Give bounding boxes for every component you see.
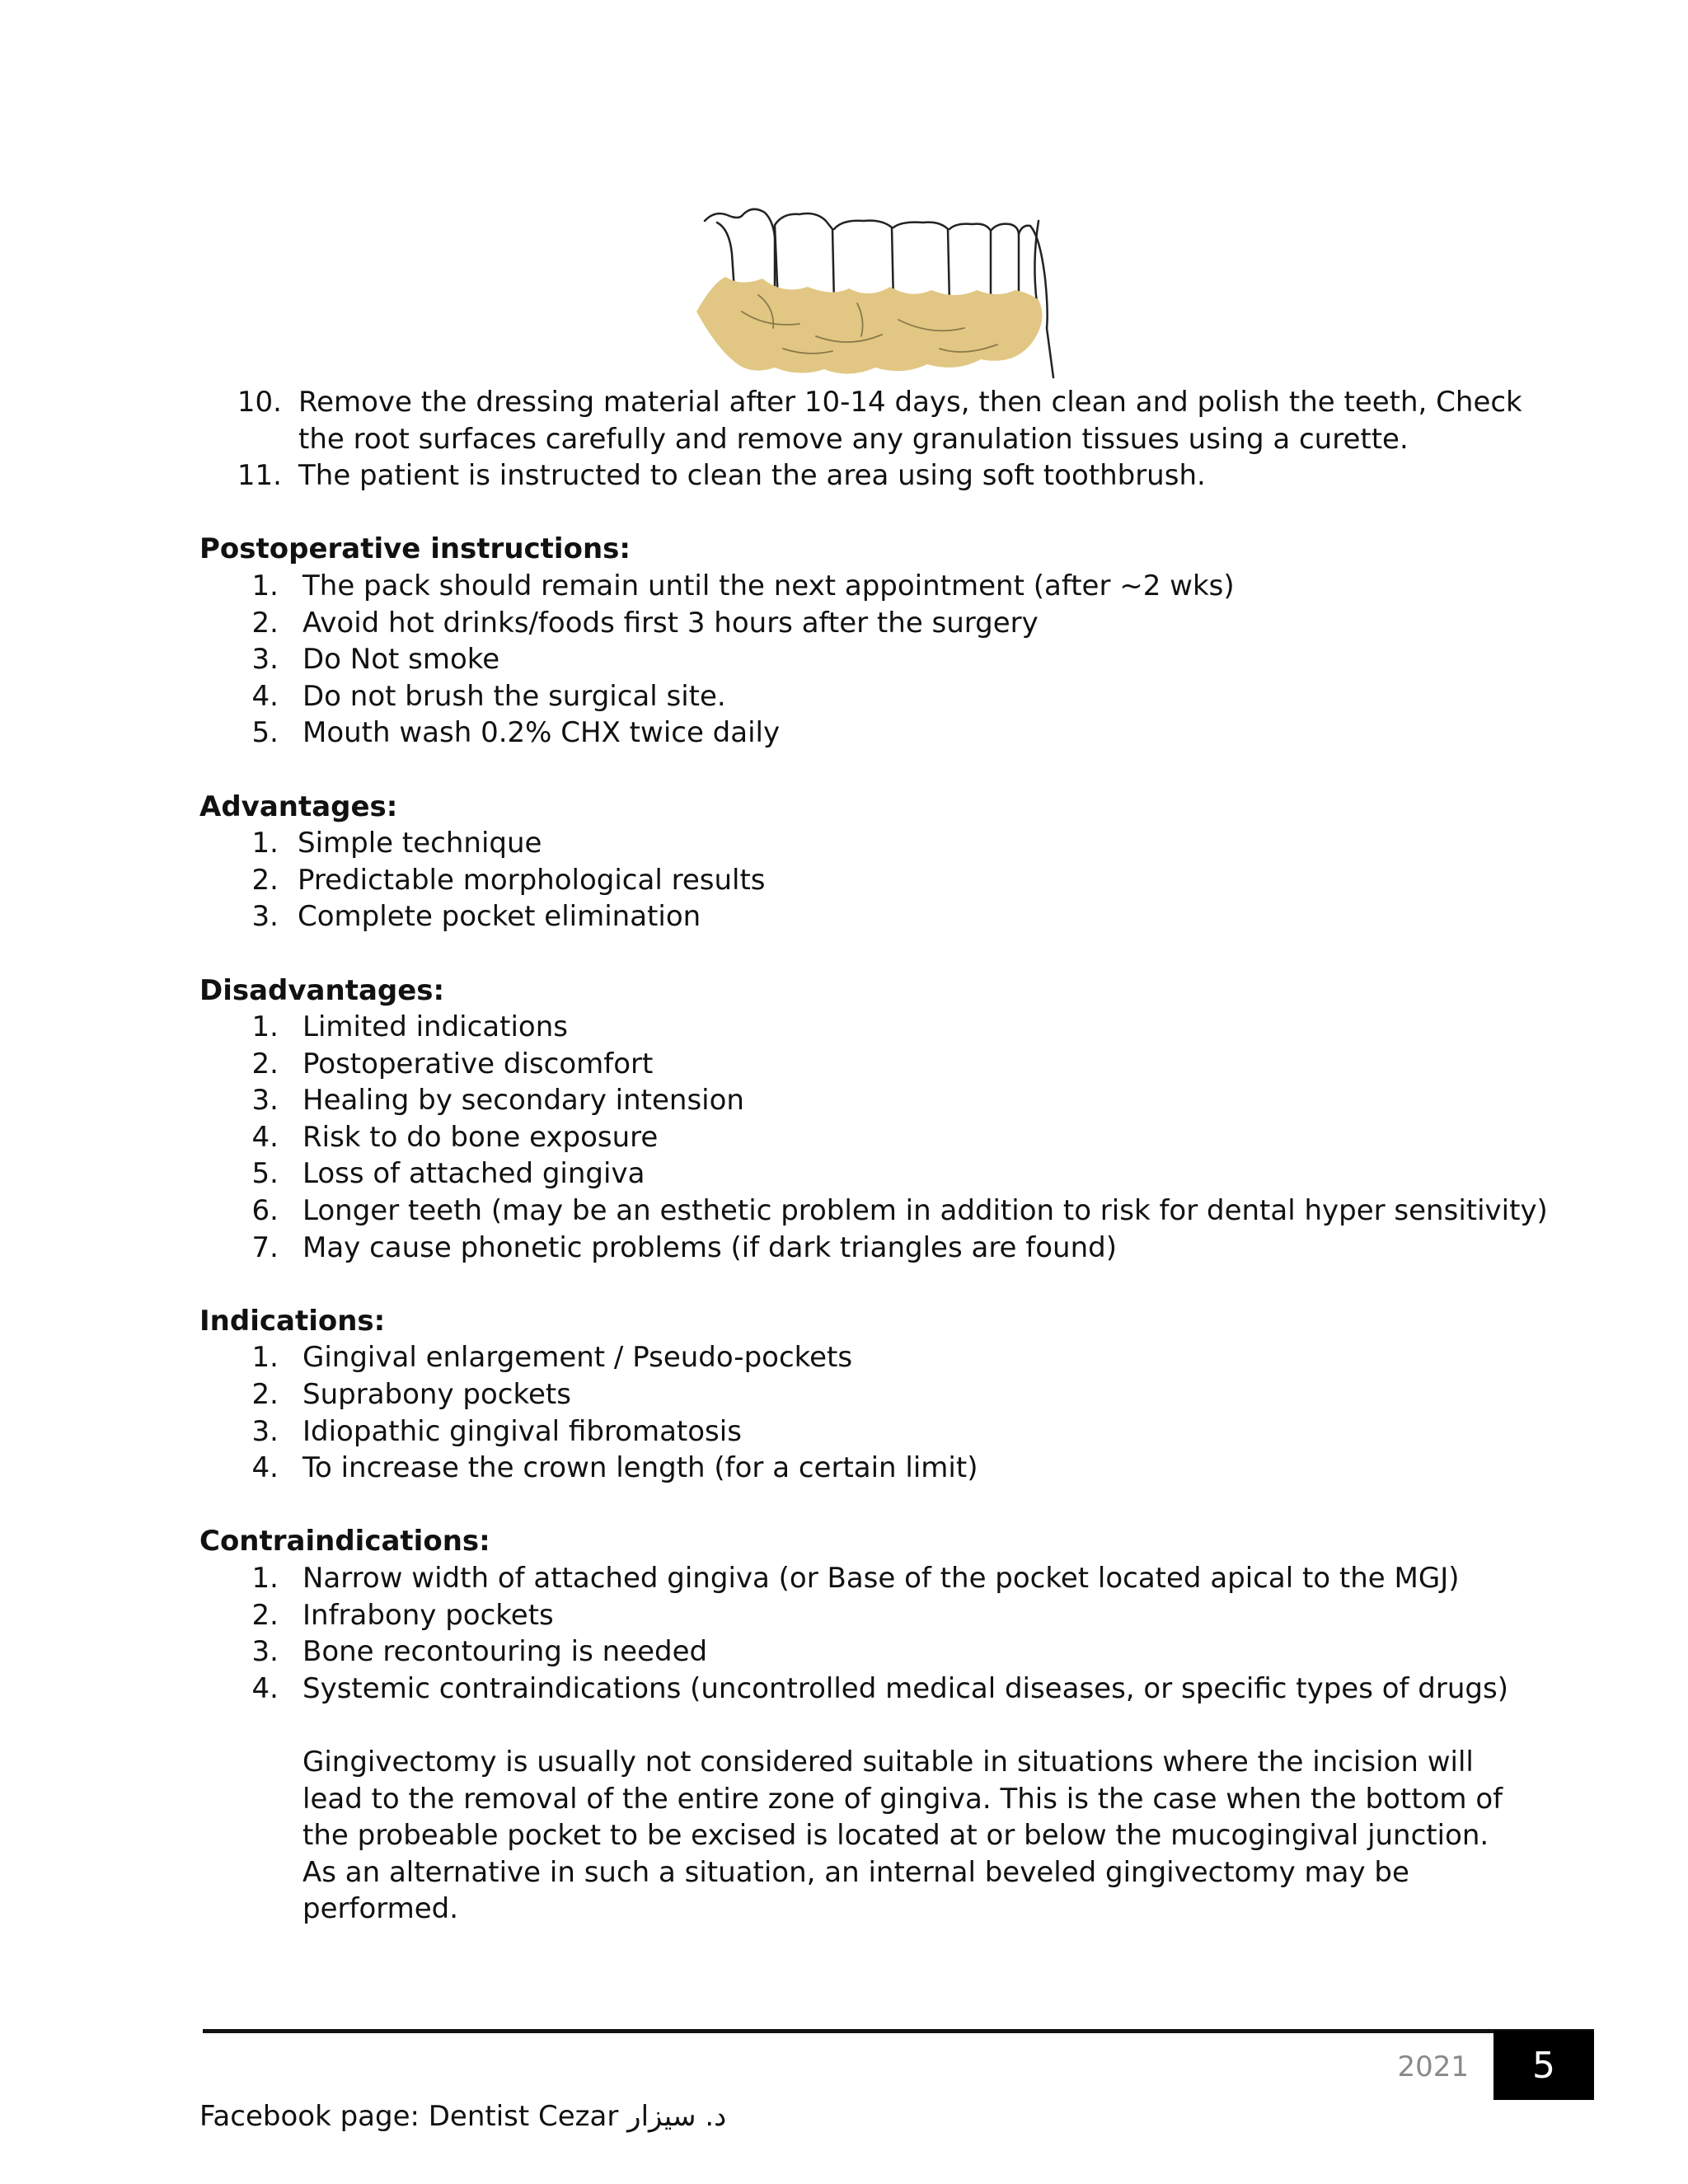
list-number: 1. bbox=[251, 1341, 279, 1375]
teeth-periodontal-pack-illustration bbox=[692, 204, 1096, 386]
list-item bbox=[199, 1450, 1551, 1487]
procedure-steps bbox=[199, 384, 1551, 494]
list-item bbox=[199, 862, 1551, 899]
list-item bbox=[199, 1376, 1551, 1413]
list-item bbox=[199, 1633, 1551, 1671]
list-text: Do not brush the surgical site. bbox=[302, 679, 726, 713]
page-number-badge bbox=[1493, 2031, 1594, 2100]
list-text: Systemic contraindications (uncontrolled medical diseases, or specific types of drugs) bbox=[302, 1671, 1508, 1705]
list-text: Predictable morphological results bbox=[298, 863, 766, 897]
list-number: 4. bbox=[251, 1671, 279, 1705]
list-text: Mouth wash 0.2% CHX twice daily bbox=[302, 716, 781, 750]
list-number: 1. bbox=[251, 569, 279, 602]
list-number: 3. bbox=[251, 643, 279, 677]
list-number: 1. bbox=[251, 827, 279, 860]
list-item bbox=[199, 1339, 1551, 1376]
list-number: 5. bbox=[251, 1157, 279, 1191]
list-item bbox=[199, 605, 1551, 642]
advantages-list bbox=[199, 825, 1551, 935]
list-text: Suprabony pockets bbox=[302, 1378, 571, 1412]
list-text: Healing by secondary intension bbox=[302, 1084, 744, 1118]
list-text: Do Not smoke bbox=[302, 643, 500, 677]
list-item bbox=[199, 1155, 1551, 1193]
list-number: 2. bbox=[251, 1598, 279, 1632]
list-item bbox=[199, 1193, 1551, 1230]
list-item bbox=[199, 715, 1551, 752]
list-text: Limited indications bbox=[302, 1010, 568, 1044]
list-number: 1. bbox=[251, 1562, 279, 1595]
list-item bbox=[199, 1671, 1551, 1708]
list-item bbox=[199, 568, 1551, 605]
list-item bbox=[199, 1082, 1551, 1119]
list-item bbox=[199, 1230, 1551, 1267]
list-item bbox=[199, 1119, 1551, 1156]
list-text: Gingival enlargement / Pseudo-pockets bbox=[302, 1341, 853, 1375]
list-number: 1. bbox=[251, 1010, 279, 1044]
document-body bbox=[199, 384, 1551, 1928]
list-number: 3. bbox=[251, 1414, 279, 1448]
list-text: Bone recontouring is needed bbox=[302, 1635, 708, 1669]
list-item bbox=[199, 1413, 1551, 1451]
list-text: To increase the crown length (for a certain limit) bbox=[302, 1451, 978, 1485]
list-text: Narrow width of attached gingiva (or Base of the pocket located apical to the MGJ) bbox=[302, 1562, 1460, 1595]
list-item bbox=[199, 1009, 1551, 1046]
contraindications-heading: Contraindications: bbox=[199, 1525, 490, 1558]
footer-year: 2021 bbox=[1397, 2050, 1469, 2083]
disadvantages-heading: Disadvantages: bbox=[199, 973, 445, 1007]
indications-list bbox=[199, 1339, 1551, 1486]
list-number: 6. bbox=[251, 1194, 279, 1228]
list-text: The patient is instructed to clean the area using soft toothbrush. bbox=[298, 459, 1206, 493]
list-text: Simple technique bbox=[298, 827, 542, 860]
list-text: Complete pocket elimination bbox=[298, 900, 701, 934]
gingivectomy-note-paragraph: Gingivectomy is usually not considered suitable in situations where the incision will lead to the removal of the entire zone of gingiva. This is the case when the bottom of the probeable pocket to be excised is located at or below the mucogingival junction. As an alternative in such a situation, an internal beveled gingivectomy may be performed. bbox=[302, 1745, 1503, 1926]
postoperative-heading: Postoperative instructions: bbox=[199, 532, 631, 566]
list-number: 3. bbox=[251, 900, 279, 934]
list-number: 4. bbox=[251, 1451, 279, 1485]
indications-heading: Indications: bbox=[199, 1304, 386, 1338]
list-number: 2. bbox=[251, 863, 279, 897]
list-number: 7. bbox=[251, 1230, 279, 1264]
list-number: 2. bbox=[251, 606, 279, 640]
list-number: 3. bbox=[251, 1084, 279, 1118]
list-text: The pack should remain until the next appointment (after ~2 wks) bbox=[302, 569, 1235, 602]
list-number: 3. bbox=[251, 1635, 279, 1669]
list-number: 4. bbox=[251, 1120, 279, 1154]
list-item bbox=[199, 898, 1551, 935]
postoperative-list bbox=[199, 568, 1551, 752]
list-item bbox=[199, 457, 1551, 494]
list-item bbox=[199, 825, 1551, 862]
list-text: Loss of attached gingiva bbox=[302, 1157, 645, 1191]
list-text: Avoid hot drinks/foods first 3 hours after the surgery bbox=[302, 606, 1039, 640]
list-text: Risk to do bone exposure bbox=[302, 1120, 659, 1154]
list-text: Idiopathic gingival fibromatosis bbox=[302, 1414, 742, 1448]
list-text: Longer teeth (may be an esthetic problem in addition to risk for dental hyper sensitivity) bbox=[302, 1194, 1548, 1228]
list-item bbox=[199, 678, 1551, 715]
list-number: 2. bbox=[251, 1047, 279, 1080]
list-text: Remove the dressing material after 10-14 days, then clean and polish the teeth, Check the root surfaces carefully and remove any granulation tissues using a curette. bbox=[298, 386, 1522, 456]
list-item bbox=[199, 1597, 1551, 1634]
list-number: 11. bbox=[237, 459, 282, 493]
advantages-heading: Advantages: bbox=[199, 790, 398, 823]
page-number: 5 bbox=[1532, 2044, 1555, 2087]
list-number: 2. bbox=[251, 1378, 279, 1412]
disadvantages-list bbox=[199, 1009, 1551, 1266]
list-number: 4. bbox=[251, 679, 279, 713]
contraindications-list bbox=[199, 1560, 1551, 1707]
list-item bbox=[199, 1560, 1551, 1597]
list-number: 10. bbox=[237, 386, 282, 419]
facebook-page-credit: Facebook page: Dentist Cezar د. سيزار bbox=[199, 2100, 727, 2133]
list-text: May cause phonetic problems (if dark triangles are found) bbox=[302, 1230, 1117, 1264]
list-number: 5. bbox=[251, 716, 279, 750]
list-item bbox=[199, 1046, 1551, 1083]
footer-divider bbox=[203, 2029, 1594, 2033]
list-text: Infrabony pockets bbox=[302, 1598, 554, 1632]
list-item bbox=[199, 641, 1551, 678]
list-text: Postoperative discomfort bbox=[302, 1047, 654, 1080]
list-item bbox=[199, 384, 1551, 457]
